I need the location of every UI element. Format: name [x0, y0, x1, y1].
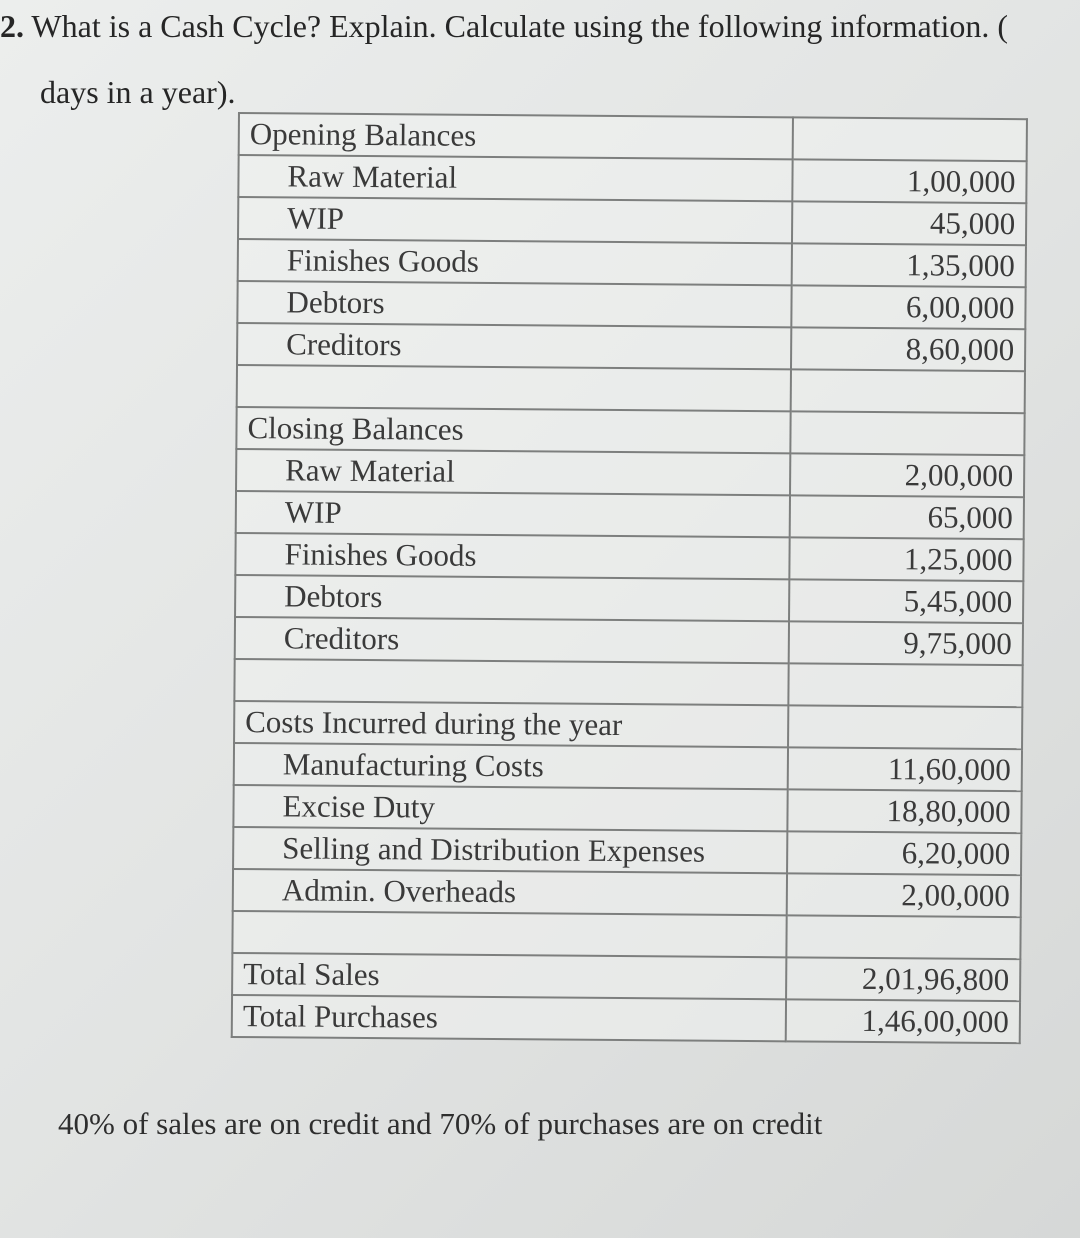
table-row [235, 533, 1023, 581]
row-label: Finishes Goods [235, 533, 789, 579]
row-label: Manufacturing Costs [234, 743, 788, 789]
row-value: 5,45,000 [789, 579, 1023, 623]
section-heading-row [236, 407, 1024, 455]
table-row [236, 491, 1024, 539]
row-value: 1,46,00,000 [786, 999, 1020, 1043]
section-heading-row [234, 701, 1022, 749]
question-text-line2: days in a year). [40, 74, 236, 110]
row-label: Total Purchases [232, 995, 786, 1041]
row-value: 8,60,000 [791, 327, 1025, 371]
table-row [238, 197, 1026, 245]
row-label: Finishes Goods [238, 239, 792, 285]
row-value: 1,25,000 [789, 537, 1023, 581]
blank-row [234, 659, 1022, 707]
row-value: 9,75,000 [789, 621, 1023, 665]
opening-balances-heading: Opening Balances [239, 113, 793, 159]
costs-incurred-heading: Costs Incurred during the year [234, 701, 788, 747]
row-value: 65,000 [790, 495, 1024, 539]
question-text-line1 [0, 8, 1008, 45]
row-label: Selling and Distribution Expenses [233, 827, 787, 873]
table-row [232, 953, 1020, 1001]
row-value: 1,35,000 [792, 243, 1026, 287]
table-row [232, 995, 1020, 1043]
financial-data-table [231, 112, 1028, 1044]
section-heading-row [239, 113, 1027, 161]
table-row [233, 785, 1021, 833]
row-value: 45,000 [792, 201, 1026, 245]
row-value: 6,00,000 [791, 285, 1025, 329]
table-row [237, 323, 1025, 371]
table-row [233, 869, 1021, 917]
table-row [235, 575, 1023, 623]
row-value: 11,60,000 [788, 747, 1022, 791]
row-value: 2,00,000 [790, 453, 1024, 497]
row-label: Admin. Overheads [233, 869, 787, 915]
row-label: Total Sales [232, 953, 786, 999]
question-number: 2. [0, 8, 24, 44]
table-row [236, 449, 1024, 497]
row-value: 2,00,000 [787, 873, 1021, 917]
closing-balances-heading: Closing Balances [236, 407, 790, 453]
financial-data-table-wrapper [230, 112, 1028, 1078]
table-row [233, 827, 1021, 875]
blank-row [232, 911, 1020, 959]
row-value: 2,01,96,800 [786, 957, 1020, 1001]
blank-row [237, 365, 1025, 413]
row-label: WIP [238, 197, 792, 243]
row-label: Creditors [235, 617, 789, 663]
table-row [238, 155, 1026, 203]
row-label: Raw Material [238, 155, 792, 201]
row-label: Excise Duty [233, 785, 787, 831]
row-label: WIP [236, 491, 790, 537]
row-value: 1,00,000 [792, 159, 1026, 203]
row-label: Creditors [237, 323, 791, 369]
row-label: Raw Material [236, 449, 790, 495]
credit-terms-note: 40% of sales are on credit and 70% of purchases are on credit [58, 1106, 823, 1141]
row-label: Debtors [237, 281, 791, 327]
row-value: 18,80,000 [787, 789, 1021, 833]
question-prompt: What is a Cash Cycle? Explain. Calculate using the following information. ( [31, 8, 1009, 44]
table-row [238, 239, 1026, 287]
row-label: Debtors [235, 575, 789, 621]
table-row [237, 281, 1025, 329]
row-value: 6,20,000 [787, 831, 1021, 875]
table-row [234, 743, 1022, 791]
table-row [235, 617, 1023, 665]
